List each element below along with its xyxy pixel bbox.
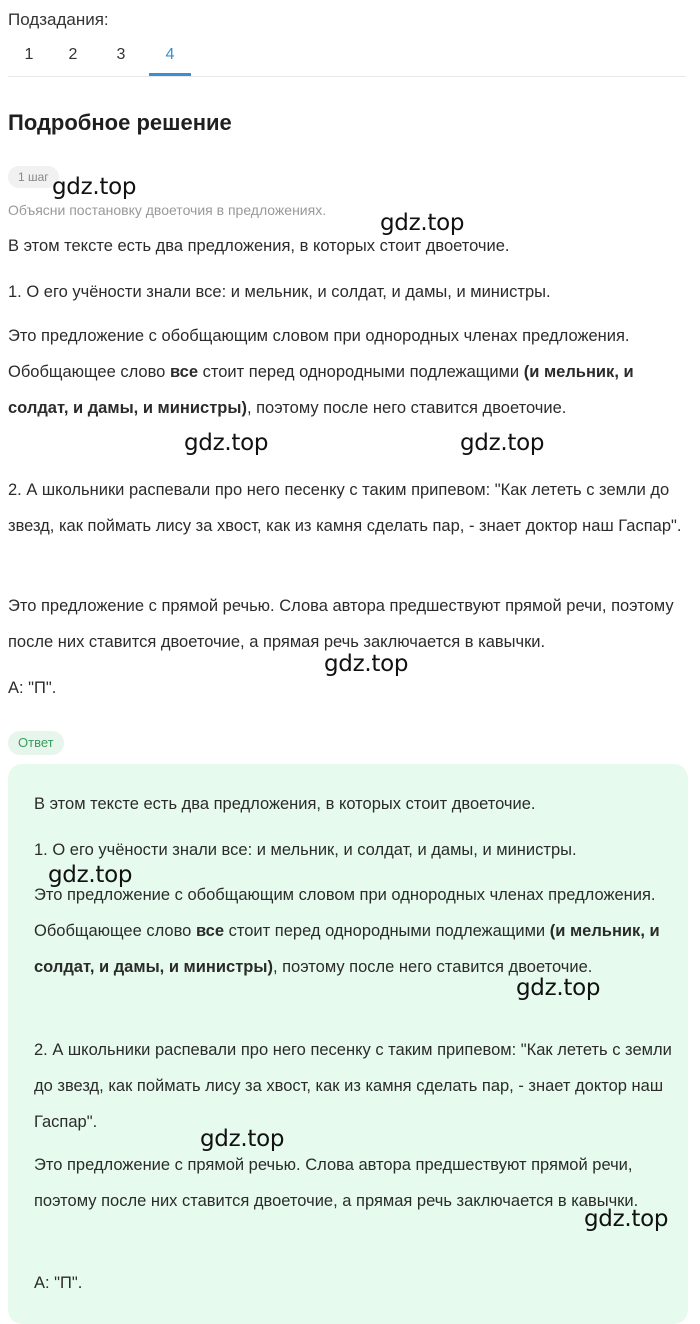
answer-explanation-2: Это предложение с прямой речью. Слова автора предшествуют прямой речи, поэтому после них ставится двоеточие, а прямая речь заключается в кавычки. <box>34 1156 639 1210</box>
tab-3[interactable]: 3 <box>116 46 126 63</box>
text-fragment: , поэтому после него ставится двоеточие. <box>272 958 593 976</box>
solution-sentence-1: 1. О его учёности знали все: и мельник, и солдат, и дамы, и министры. <box>8 283 551 301</box>
step-hint: Объясни постановку двоеточия в предложениях. <box>8 202 327 218</box>
answer-sentence-2: 2. А школьники распевали про него песенку с таким припевом: "Как лететь с земли до звезд, как поймать лису за хвост, как из камня сделать пар, - знает доктор наш Гаспар". <box>34 1041 672 1131</box>
watermark: gdz.top <box>52 174 137 200</box>
solution-scheme: А: "П". <box>8 679 57 697</box>
solution-sentence-2: 2. А школьники распевали про него песенку с таким припевом: "Как лететь с земли до звезд, как поймать лису за хвост, как из камня сделать пар, - знает доктор наш Гаспар". <box>8 481 682 535</box>
tab-4[interactable]: 4 <box>165 46 175 63</box>
solution-explanation-1 <box>8 318 692 426</box>
generalizing-word: все <box>195 922 225 940</box>
generalizing-word: все <box>169 363 199 381</box>
solution-explanation-2: Это предложение с прямой речью. Слова автора предшествуют прямой речи, поэтому после них ставится двоеточие, а прямая речь заключается в кавычки. <box>8 597 674 651</box>
watermark: gdz.top <box>324 651 409 677</box>
active-tab-indicator <box>149 73 191 76</box>
answer-scheme: А: "П". <box>34 1274 83 1292</box>
text-fragment: Это предложение с обобщающим словом при однородных членах предложения. Обобщающее слово <box>8 327 630 381</box>
solution-intro: В этом тексте есть два предложения, в которых стоит двоеточие. <box>8 237 510 255</box>
text-fragment: стоит перед однородными подлежащими <box>198 363 524 381</box>
text-fragment: , поэтому после него ставится двоеточие. <box>246 399 567 417</box>
step-badge: 1 шаг <box>8 166 59 188</box>
watermark: gdz.top <box>200 1126 285 1152</box>
homogeneous-members: (и мельник, и солдат, и дамы, и министры) <box>34 922 660 976</box>
subtasks-label: Подзадания: <box>8 10 109 29</box>
subtask-tabs <box>8 40 686 77</box>
watermark: gdz.top <box>380 210 465 236</box>
answer-sentence-1: 1. О его учёности знали все: и мельник, и солдат, и дамы, и министры. <box>34 841 577 859</box>
watermark: gdz.top <box>516 975 601 1001</box>
tab-2[interactable]: 2 <box>68 46 78 63</box>
text-fragment: стоит перед однородными подлежащими <box>224 922 550 940</box>
watermark: gdz.top <box>460 430 545 456</box>
homogeneous-members: (и мельник, и солдат, и дамы, и министры) <box>8 363 634 417</box>
answer-badge: Ответ <box>8 731 64 755</box>
answer-explanation-1 <box>34 877 674 985</box>
watermark: gdz.top <box>584 1206 669 1232</box>
watermark: gdz.top <box>184 430 269 456</box>
text-fragment: Это предложение с обобщающим словом при однородных членах предложения. Обобщающее слово <box>34 886 656 940</box>
solution-title: Подробное решение <box>8 110 232 135</box>
tab-1[interactable]: 1 <box>24 46 34 63</box>
answer-intro: В этом тексте есть два предложения, в которых стоит двоеточие. <box>34 795 536 813</box>
watermark: gdz.top <box>48 862 133 888</box>
